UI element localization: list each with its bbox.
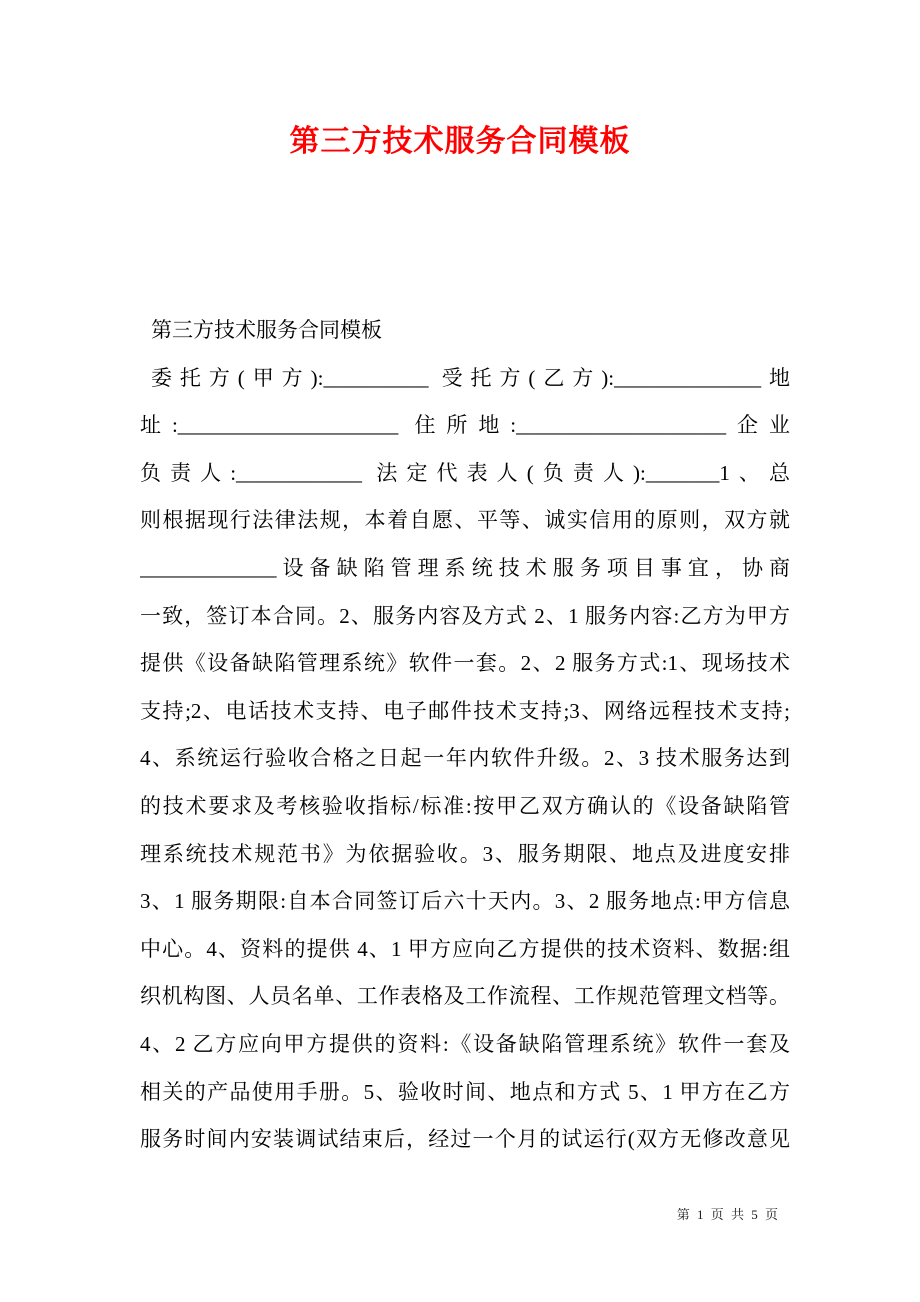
text-line: 负责人:____________ 法定代表人(负责人):_______1、总 [140, 460, 790, 485]
text-line: 4、2 乙方应向甲方提供的资料:《设备缺陷管理系统》软件一套及 [140, 1031, 790, 1056]
document-body [140, 307, 790, 1164]
text-line: 理系统技术规范书》为依据验收。3、服务期限、地点及进度安排 [140, 841, 790, 866]
text-line: 委托方(甲方):__________ 受托方(乙方):______________地 [151, 365, 790, 390]
text-line: 一致，签订本合同。2、服务内容及方式 2、1 服务内容:乙方为甲方 [140, 603, 790, 628]
text-line: _____________设备缺陷管理系统技术服务项目事宜，协商 [140, 555, 790, 580]
page-number-label: 第 1 页 共 5 页 [676, 1207, 780, 1222]
text-line: 中心。4、资料的提供 4、1 甲方应向乙方提供的技术资料、数据:组 [140, 936, 790, 961]
text-line: 的技术要求及考核验收指标/标准:按甲乙双方确认的《设备缺陷管 [140, 793, 790, 818]
text-line: 则根据现行法律法规，本着自愿、平等、诚实信用的原则，双方就 [140, 508, 790, 533]
text-line: 第三方技术服务合同模板 [151, 318, 382, 342]
text-line: 址:_____________________ 住所地:____________________企业 [140, 413, 790, 438]
text-line: 提供《设备缺陷管理系统》软件一套。2、2 服务方式:1、现场技术 [140, 651, 790, 676]
text-line: 服务时间内安装调试结束后，经过一个月的试运行(双方无修改意见 [140, 1127, 790, 1152]
document-title: 第三方技术服务合同模板 [289, 125, 631, 158]
text-line: 织机构图、人员名单、工作表格及工作流程、工作规范管理文档等。 [140, 984, 790, 1009]
text-line: 3、1 服务期限:自本合同签订后六十天内。3、2 服务地点:甲方信息 [140, 889, 790, 914]
text-line: 相关的产品使用手册。5、验收时间、地点和方式 5、1 甲方在乙方 [140, 1079, 790, 1104]
text-line: 支持;2、电话技术支持、电子邮件技术支持;3、网络远程技术支持; [140, 698, 790, 723]
page-footer [677, 1204, 780, 1223]
text-line: 4、系统运行验收合格之日起一年内软件升级。2、3 技术服务达到 [140, 746, 790, 771]
